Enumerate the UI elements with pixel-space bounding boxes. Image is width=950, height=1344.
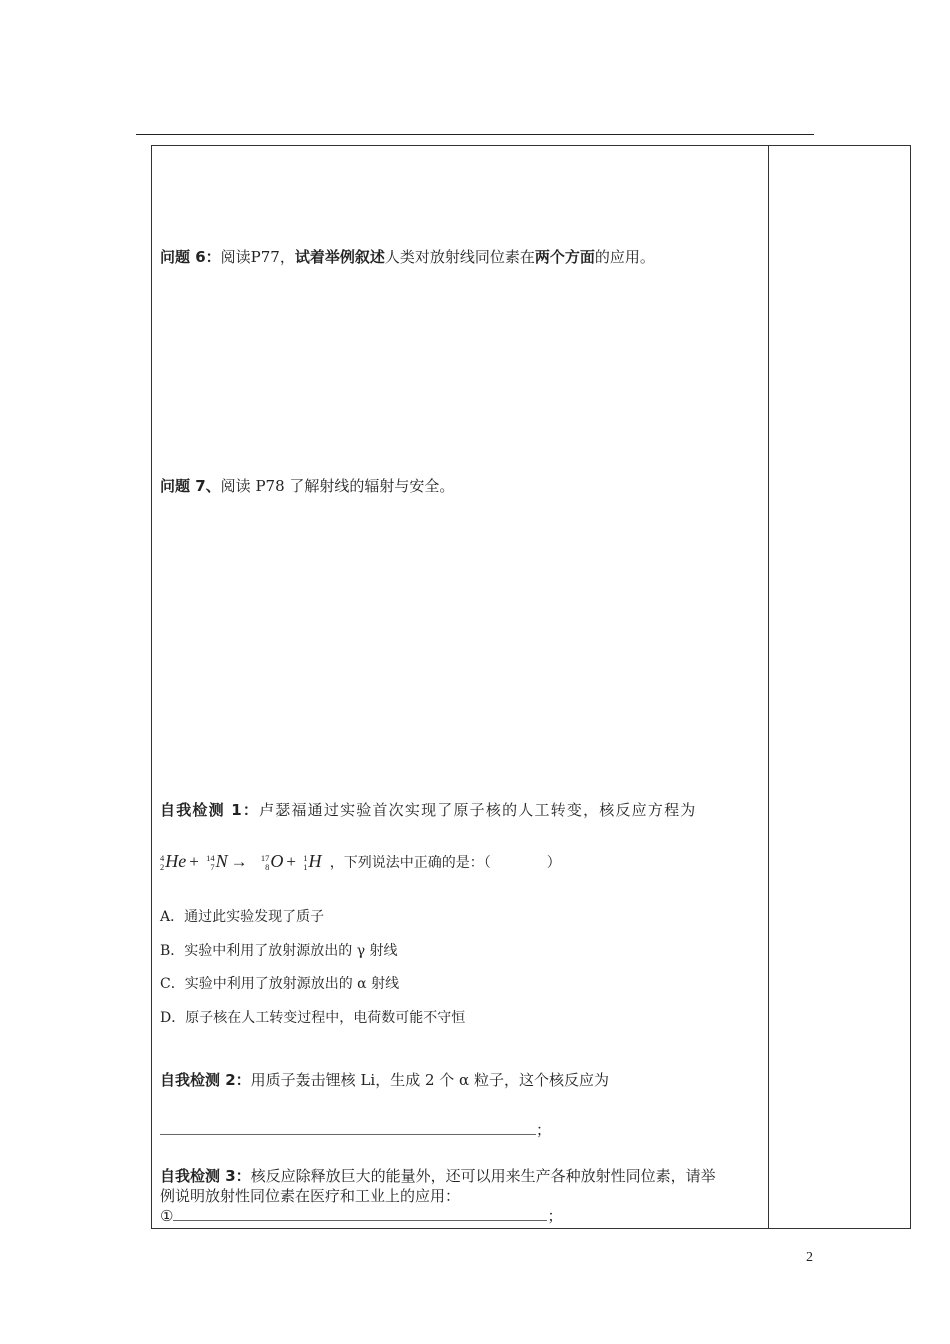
self-check-3-end: ； <box>547 1207 563 1225</box>
question-6-label: 问题 6： <box>160 248 221 266</box>
answer-blank[interactable] <box>160 1120 536 1135</box>
question-7 <box>160 476 454 496</box>
plus-sign: + <box>189 852 199 871</box>
worksheet-table <box>151 145 911 1229</box>
self-check-3-answer-line[interactable] <box>160 1206 562 1226</box>
option-c: C．实验中利用了放射源放出的 α 射线 <box>160 976 400 992</box>
question-7-label: 问题 7、 <box>160 477 221 495</box>
question-6 <box>160 247 655 267</box>
self-check-1 <box>160 800 696 820</box>
self-check-3-line-1: 核反应除释放巨大的能量外，还可以用来生产各种放射性同位素，请举 <box>250 1167 716 1185</box>
nuclear-equation <box>160 846 561 878</box>
self-check-2-label: 自我检测 2： <box>160 1071 251 1089</box>
option-d: D．原子核在人工转变过程中，电荷数可能不守恒 <box>160 1010 466 1026</box>
option-b: B．实验中利用了放射源放出的 γ 射线 <box>160 943 398 959</box>
question-tail: ，下列说法中正确的是：（ ） <box>329 855 561 871</box>
question-6-post: 的应用。 <box>594 248 655 266</box>
helium-symbol: He <box>165 851 187 871</box>
self-check-2 <box>160 1070 609 1090</box>
oxygen-symbol: O <box>270 851 284 871</box>
answer-blank[interactable] <box>173 1206 547 1221</box>
self-check-3 <box>160 1166 716 1186</box>
self-check-1-label: 自我检测 1： <box>160 801 260 819</box>
self-check-2-end: ； <box>536 1121 552 1139</box>
plus-sign: + <box>286 852 296 871</box>
page-number: 2 <box>806 1250 813 1265</box>
helium-isotope-numbers: 4 2 <box>160 853 165 873</box>
reaction-arrow: → <box>230 852 248 871</box>
hydrogen-isotope-numbers: 1 1 <box>303 853 308 873</box>
question-6-bold-1: 试着举例叙述 <box>294 248 385 266</box>
self-check-3-label: 自我检测 3： <box>160 1167 251 1185</box>
notes-column-divider <box>768 146 769 1228</box>
header-rule <box>136 134 814 135</box>
question-6-bold-2: 两个方面 <box>534 248 595 266</box>
self-check-2-answer-line[interactable] <box>160 1120 551 1140</box>
nitrogen-isotope-numbers: 14 7 <box>206 853 215 873</box>
self-check-2-text: 用质子轰击锂核 Li，生成 2 个 α 粒子，这个核反应为 <box>250 1071 609 1089</box>
question-6-mid: 人类对放射线同位素在 <box>384 248 535 266</box>
oxygen-isotope-numbers: 17 8 <box>260 853 270 873</box>
self-check-3-line-2: 例说明放射性同位素在医疗和工业上的应用： <box>160 1187 461 1205</box>
question-6-pre: 阅读P77， <box>220 248 295 266</box>
option-a: A．通过此实验发现了质子 <box>160 909 325 925</box>
self-check-1-text: 卢瑟福通过实验首次实现了原子核的人工转变，核反应方程为 <box>259 801 697 819</box>
circled-number-marker: ① <box>160 1207 174 1225</box>
nitrogen-symbol: N <box>215 851 228 871</box>
hydrogen-symbol: H <box>308 851 322 871</box>
question-7-text: 阅读 P78 了解射线的辐射与安全。 <box>220 477 455 495</box>
